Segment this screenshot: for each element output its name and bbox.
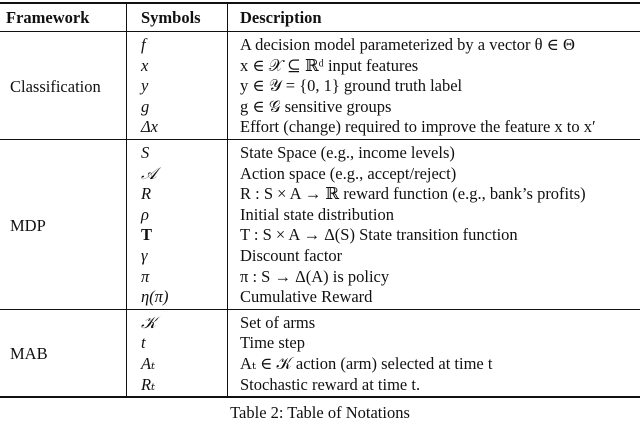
symbol-cell: t <box>127 333 228 354</box>
framework-cell: MAB <box>0 309 127 397</box>
header-symbols: Symbols <box>127 3 228 32</box>
description-cell: g ∈ 𝒢 sensitive groups <box>228 97 640 118</box>
symbol-cell: 𝒜 <box>127 164 228 185</box>
description-cell: Effort (change) required to improve the feature x to x′ <box>228 117 640 139</box>
header-framework: Framework <box>0 3 127 32</box>
description-cell: Initial state distribution <box>228 205 640 226</box>
description-cell: Aₜ ∈ 𝒦 action (arm) selected at time t <box>228 354 640 375</box>
symbol-cell: Rₜ <box>127 375 228 398</box>
description-cell: R : S × A → ℝ reward function (e.g., bank’s profits) <box>228 184 640 205</box>
description-cell: Cumulative Reward <box>228 287 640 309</box>
description-cell: Time step <box>228 333 640 354</box>
description-cell: x ∈ 𝒳 ⊆ ℝᵈ input features <box>228 56 640 77</box>
group-mdp <box>0 139 640 309</box>
symbol-cell: η(π) <box>127 287 228 309</box>
table-row <box>0 309 640 333</box>
symbol-cell: Aₜ <box>127 354 228 375</box>
description-cell: y ∈ 𝒴 = {0, 1} ground truth label <box>228 76 640 97</box>
symbol-cell: x <box>127 56 228 77</box>
symbol-cell: y <box>127 76 228 97</box>
framework-cell: MDP <box>0 139 127 309</box>
description-cell: A decision model parameterized by a vector θ ∈ Θ <box>228 32 640 56</box>
symbol-cell: Δx <box>127 117 228 139</box>
description-cell: Stochastic reward at time t. <box>228 375 640 398</box>
header-row <box>0 3 640 32</box>
table-row <box>0 32 640 56</box>
description-cell: Discount factor <box>228 246 640 267</box>
framework-cell: Classification <box>0 32 127 140</box>
header-description: Description <box>228 3 640 32</box>
notation-table <box>0 2 640 398</box>
description-cell: Action space (e.g., accept/reject) <box>228 164 640 185</box>
description-cell: State Space (e.g., income levels) <box>228 139 640 163</box>
symbol-cell: π <box>127 267 228 288</box>
symbol-cell: f <box>127 32 228 56</box>
group-classification <box>0 32 640 140</box>
symbol-cell: T <box>127 225 228 246</box>
symbol-cell: S <box>127 139 228 163</box>
symbol-cell: 𝒦 <box>127 309 228 333</box>
group-mab <box>0 309 640 397</box>
symbol-cell: g <box>127 97 228 118</box>
description-cell: Set of arms <box>228 309 640 333</box>
description-cell: T : S × A → Δ(S) State transition function <box>228 225 640 246</box>
symbol-cell: ρ <box>127 205 228 226</box>
description-cell: π : S → Δ(A) is policy <box>228 267 640 288</box>
table-caption: Table 2: Table of Notations <box>0 403 640 423</box>
symbol-cell: γ <box>127 246 228 267</box>
symbol-cell: R <box>127 184 228 205</box>
table-row <box>0 139 640 163</box>
notation-table-container <box>0 2 640 398</box>
